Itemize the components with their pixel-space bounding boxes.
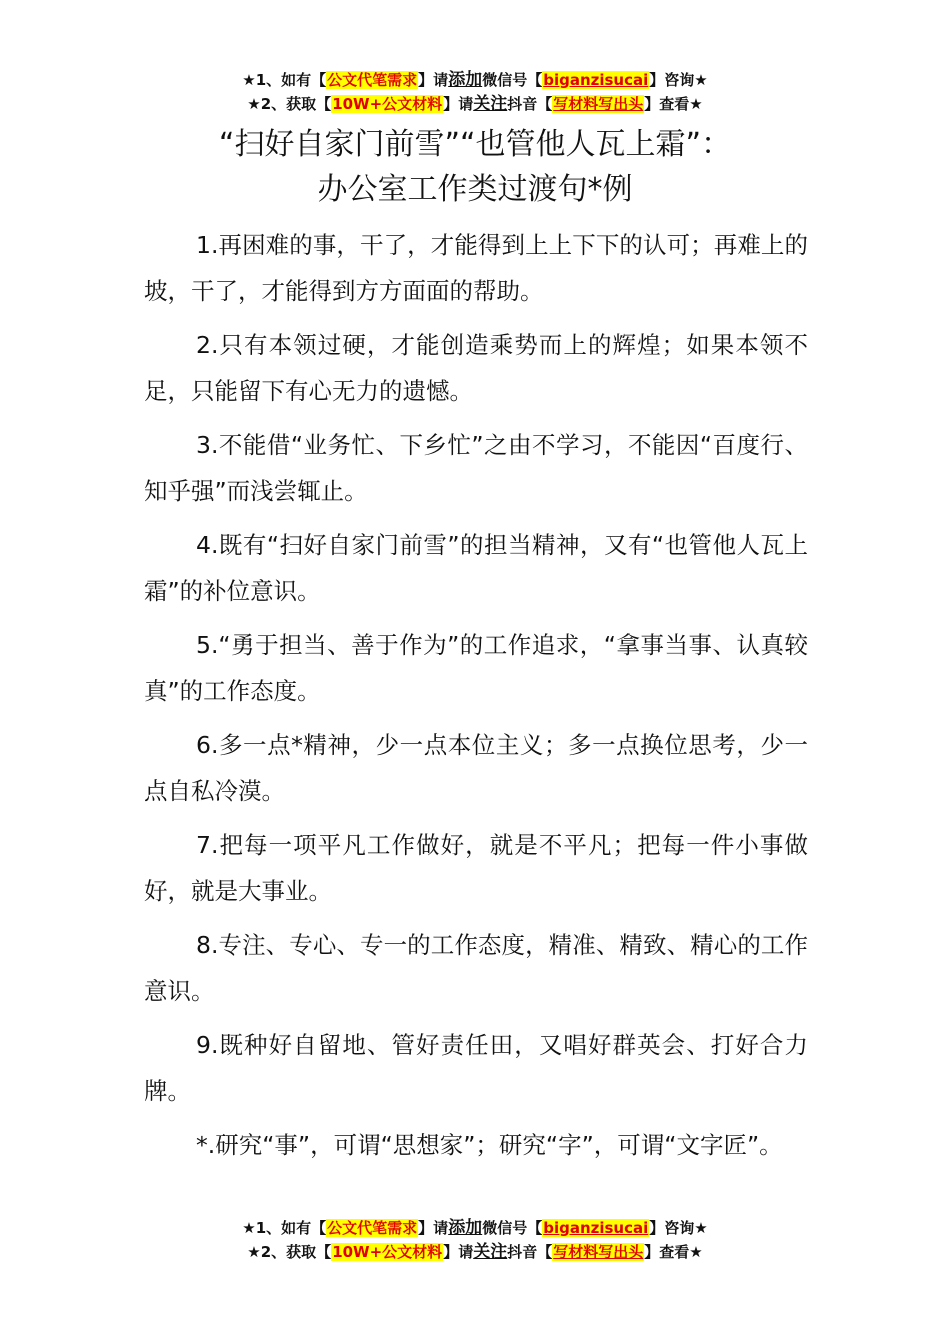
header-banner: [0, 68, 950, 116]
douyin-account-link[interactable]: 写材料写出头: [553, 95, 644, 113]
paragraph: 5.“勇于担当、善于作为”的工作追求，“拿事当事、认真较真”的工作态度。: [144, 631, 808, 705]
banner-line-1: [0, 68, 950, 92]
douyin-account-link[interactable]: 写材料写出头: [553, 1243, 644, 1261]
highlight-materials: 10W+公文材料: [332, 95, 443, 113]
document-title-line-2: 办公室工作类过渡句*例: [317, 172, 633, 207]
banner-text: ★1、如有【: [242, 71, 327, 89]
banner-text: 抖音【: [507, 1243, 553, 1261]
banner-emphasis: 关注: [473, 94, 508, 114]
paragraph: *.研究“事”，可谓“思想家”；研究“字”，可谓“文字匠”。: [196, 1131, 783, 1159]
banner-line-2: [0, 1240, 950, 1264]
banner-text: 】请: [443, 1243, 474, 1261]
banner-line-2: [0, 92, 950, 116]
paragraph: 4.既有“扫好自家门前雪”的担当精神，又有“也管他人瓦上霜”的补位意识。: [144, 531, 808, 605]
banner-text: 】请: [418, 1219, 449, 1237]
highlight-service: 公文代笔需求: [327, 71, 418, 89]
paragraph: 9.既种好自留地、管好责任田，又唱好群英会、打好合力牌。: [144, 1031, 808, 1105]
banner-text: 】咨询★: [649, 1219, 708, 1237]
banner-text: 】请: [443, 95, 474, 113]
wechat-id-link[interactable]: biganzisucai: [543, 1219, 649, 1237]
banner-emphasis: 添加: [448, 70, 483, 90]
banner-text: 抖音【: [507, 95, 553, 113]
document-title-line-1: “扫好自家门前雪”“也管他人瓦上霜”：: [218, 127, 732, 162]
wechat-id-link[interactable]: biganzisucai: [543, 71, 649, 89]
banner-emphasis: 添加: [448, 1218, 483, 1238]
footer-banner: [0, 1216, 950, 1264]
paragraph: 7.把每一项平凡工作做好，就是不平凡；把每一件小事做好，就是大事业。: [144, 831, 808, 905]
banner-text: 微信号【: [482, 1219, 543, 1237]
highlight-materials: 10W+公文材料: [332, 1243, 443, 1261]
paragraph: 1.再困难的事，干了，才能得到上上下下的认可；再难上的坡，干了，才能得到方方面面的帮助。: [144, 231, 808, 305]
highlight-service: 公文代笔需求: [327, 1219, 418, 1237]
document-body: [144, 222, 808, 1176]
banner-line-1: [0, 1216, 950, 1240]
paragraph: 8.专注、专心、专一的工作态度，精准、精致、精心的工作意识。: [144, 931, 808, 1005]
banner-text: 】请: [418, 71, 449, 89]
banner-text: 微信号【: [482, 71, 543, 89]
banner-emphasis: 关注: [473, 1242, 508, 1262]
paragraph: 3.不能借“业务忙、下乡忙”之由不学习，不能因“百度行、知乎强”而浅尝辄止。: [144, 431, 808, 505]
banner-text: 】查看★: [644, 95, 703, 113]
banner-text: ★2、获取【: [247, 1243, 332, 1261]
paragraph: 2.只有本领过硬，才能创造乘势而上的辉煌；如果本领不足，只能留下有心无力的遗憾。: [144, 331, 808, 405]
banner-text: 】查看★: [644, 1243, 703, 1261]
banner-text: ★1、如有【: [242, 1219, 327, 1237]
banner-text: 】咨询★: [649, 71, 708, 89]
paragraph: 6.多一点*精神，少一点本位主义；多一点换位思考，少一点自私冷漠。: [144, 731, 808, 805]
banner-text: ★2、获取【: [247, 95, 332, 113]
